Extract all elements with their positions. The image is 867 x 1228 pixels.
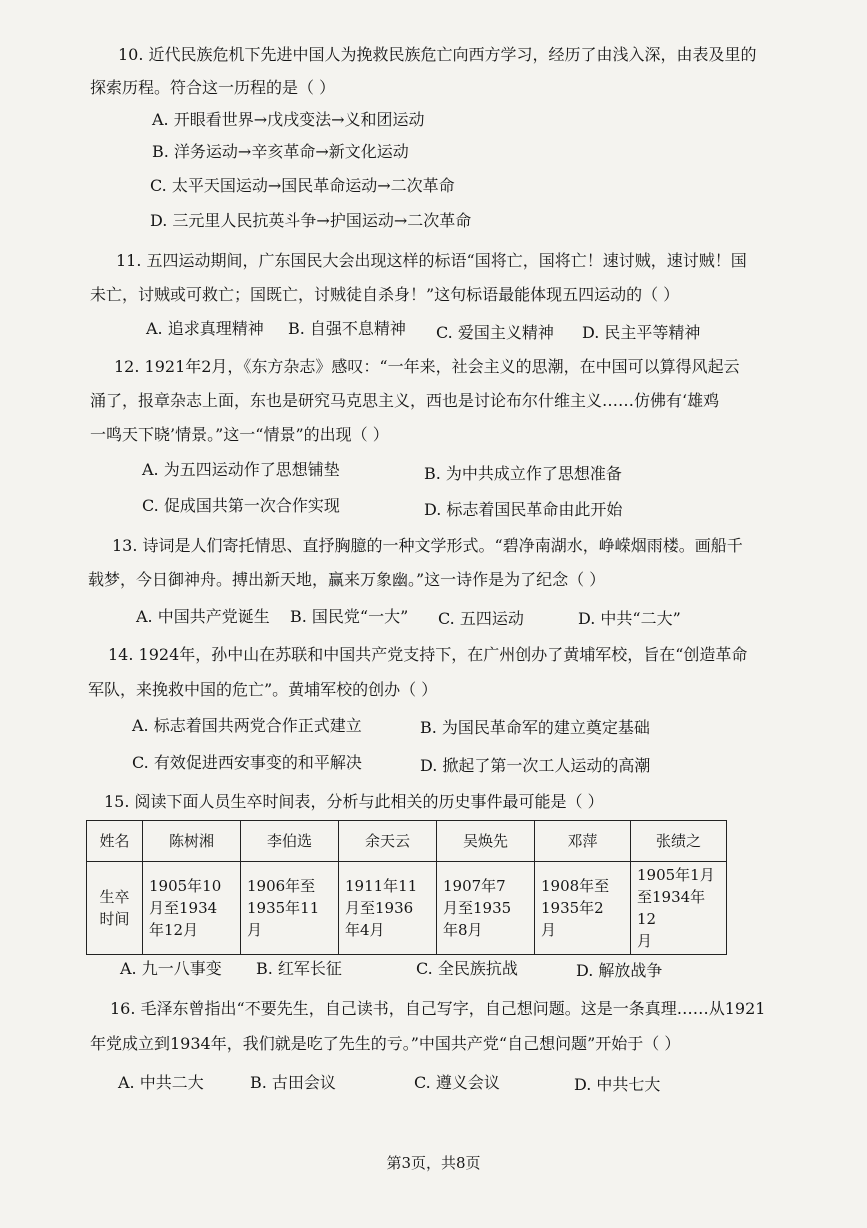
question-11-line-1: 11. 五四运动期间，广东国民大会出现这样的标语“国将亡，国将亡！速讨贼，速讨贼！国	[116, 251, 747, 270]
question-15-line-1: 15. 阅读下面人员生卒时间表，分析与此相关的历史事件最可能是（ ）	[104, 792, 604, 811]
question-15-option-a: A. 九一八事变	[120, 959, 222, 978]
table-date-cell: 1905年1月 至1934年12 月	[631, 862, 727, 955]
table-row-label: 生卒 时间	[87, 862, 143, 955]
question-14-line-1: 14. 1924年，孙中山在苏联和中国共产党支持下，在广州创办了黄埔军校，旨在“创造革命	[108, 645, 748, 664]
table-name-cell: 李伯选	[241, 821, 339, 862]
table-name-cell: 吴焕先	[437, 821, 535, 862]
question-14-option-c: C. 有效促进西安事变的和平解决	[132, 753, 362, 772]
question-16-option-b: B. 古田会议	[250, 1073, 336, 1092]
question-16-line-1: 16. 毛泽东曾指出“不要先生，自己读书，自己写字，自己想问题。这是一条真理……从1921	[110, 999, 766, 1018]
question-11-option-b: B. 自强不息精神	[288, 319, 406, 338]
question-10-line-1: 10. 近代民族危机下先进中国人为挽救民族危亡向西方学习，经历了由浅入深，由表及里的	[118, 45, 757, 64]
table-name-cell: 邓萍	[535, 821, 631, 862]
question-16-line-2: 年党成立到1934年，我们就是吃了先生的亏。”中国共产党“自己想问题”开始于（ ）	[90, 1034, 681, 1053]
question-14-option-b: B. 为国民革命军的建立奠定基础	[420, 718, 650, 737]
question-14-option-a: A. 标志着国共两党合作正式建立	[132, 716, 362, 735]
table-row	[87, 862, 727, 955]
table-date-cell: 1905年10 月至1934 年12月	[143, 862, 241, 955]
table-header-row	[87, 821, 727, 862]
question-11-line-2: 未亡，讨贼或可救亡；国既亡，讨贼徒自杀身！”这句标语最能体现五四运动的（ ）	[90, 285, 680, 304]
question-15-option-b: B. 红军长征	[256, 959, 342, 978]
question-12-line-2: 涌了，报章杂志上面，东也是研究马克思主义，西也是讨论布尔什维主义……仿佛有‘雄鸡	[90, 391, 720, 410]
question-16-option-d: D. 中共七大	[574, 1075, 661, 1094]
page-footer: 第3页，共8页	[386, 1154, 481, 1172]
table-name-cell: 陈树湘	[143, 821, 241, 862]
question-12-option-a: A. 为五四运动作了思想铺垫	[142, 460, 340, 479]
table-date-cell: 1906年至 1935年11 月	[241, 862, 339, 955]
question-12-option-d: D. 标志着国民革命由此开始	[424, 500, 623, 519]
question-13-line-2: 载梦，今日御神舟。搏出新天地，赢来万象幽。”这一诗作是为了纪念（ ）	[88, 570, 606, 589]
question-13-option-b: B. 国民党“一大”	[290, 607, 409, 626]
lifespan-table	[86, 820, 727, 955]
question-13-option-d: D. 中共“二大”	[578, 609, 681, 628]
question-12-line-1: 12. 1921年2月，《东方杂志》感叹：“一年来，社会主义的思潮，在中国可以算得风起云	[114, 357, 740, 376]
question-13-option-c: C. 五四运动	[438, 609, 524, 628]
table-name-cell: 余天云	[339, 821, 437, 862]
table-date-cell: 1907年7 月至1935 年8月	[437, 862, 535, 955]
table-date-cell: 1911年11 月至1936 年4月	[339, 862, 437, 955]
question-12-line-3: 一鸣天下晓’情景。”这一“情景”的出现（ ）	[90, 425, 389, 444]
question-14-line-2: 军队，来挽救中国的危亡”。黄埔军校的创办（ ）	[88, 680, 438, 699]
question-14-option-d: D. 掀起了第一次工人运动的高潮	[420, 756, 651, 775]
question-10-option-c: C. 太平天国运动→国民革命运动→二次革命	[150, 176, 455, 195]
question-13-line-1: 13. 诗词是人们寄托情思、直抒胸臆的一种文学形式。“碧净南湖水，峥嵘烟雨楼。画船千	[112, 536, 743, 555]
question-10-line-2: 探索历程。符合这一历程的是（ ）	[90, 78, 336, 97]
question-15-option-c: C. 全民族抗战	[416, 959, 518, 978]
question-12-option-b: B. 为中共成立作了思想准备	[424, 464, 622, 483]
question-10-option-b: B. 洋务运动→辛亥革命→新文化运动	[152, 142, 409, 161]
question-12-option-c: C. 促成国共第一次合作实现	[142, 496, 340, 515]
question-11-option-c: C. 爱国主义精神	[436, 323, 554, 342]
question-16-option-c: C. 遵义会议	[414, 1073, 500, 1092]
question-10-option-a: A. 开眼看世界→戊戌变法→义和团运动	[152, 110, 425, 129]
question-11-option-d: D. 民主平等精神	[582, 323, 701, 342]
question-15-option-d: D. 解放战争	[576, 961, 663, 980]
question-13-option-a: A. 中国共产党诞生	[136, 607, 270, 626]
table-name-cell: 张绩之	[631, 821, 727, 862]
table-date-cell: 1908年至 1935年2 月	[535, 862, 631, 955]
question-10-option-d: D. 三元里人民抗英斗争→护国运动→二次革命	[150, 211, 472, 230]
table-header-label: 姓名	[87, 821, 143, 862]
question-16-option-a: A. 中共二大	[118, 1073, 204, 1092]
question-11-option-a: A. 追求真理精神	[146, 319, 264, 338]
